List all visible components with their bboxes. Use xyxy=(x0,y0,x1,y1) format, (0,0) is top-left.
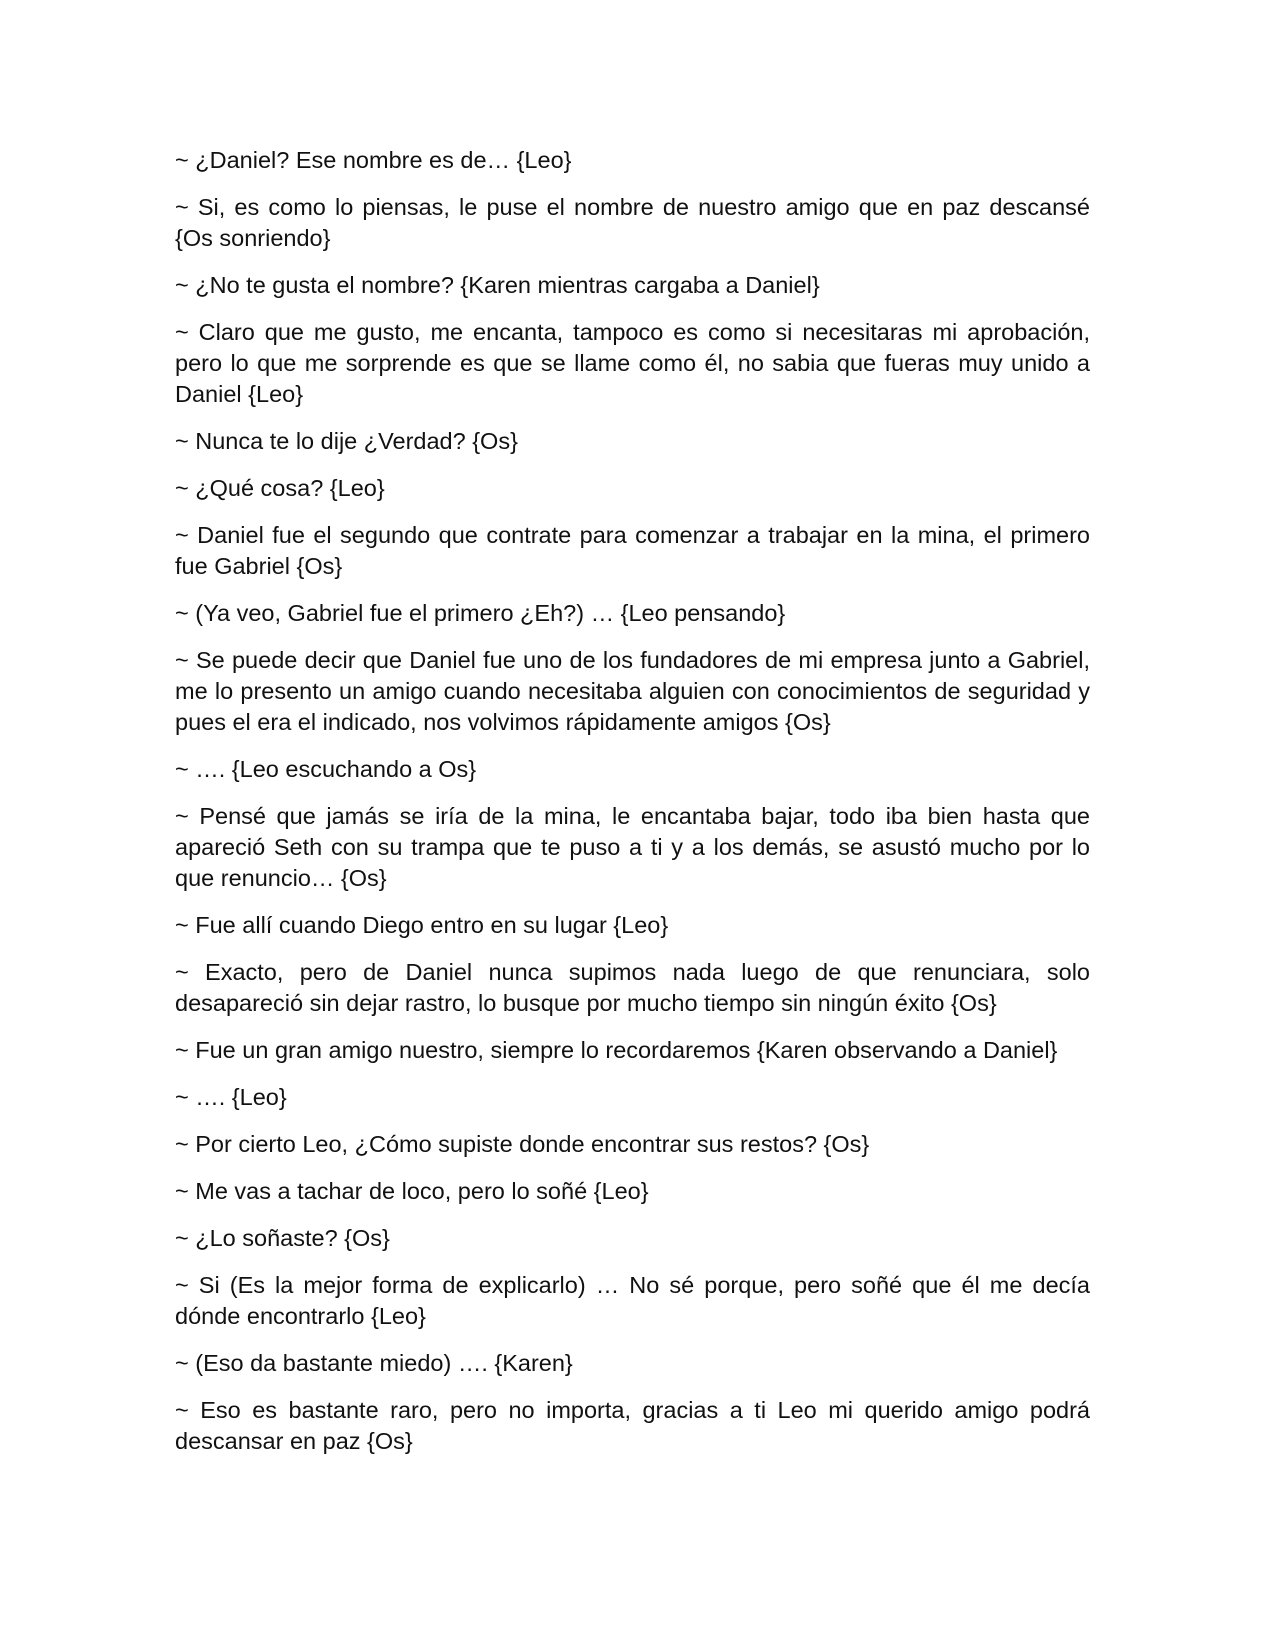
paragraph: ~ (Ya veo, Gabriel fue el primero ¿Eh?) … {Leo pensando} xyxy=(175,600,786,626)
paragraph: ~ Pensé que jamás se iría de la mina, le encantaba bajar, todo iba bien hasta que apareció Seth con su trampa que te puso a ti y a los demás, se asustó mucho por lo que renuncio… {Os} xyxy=(175,803,1090,891)
paragraph: ~ ¿No te gusta el nombre? {Karen mientras cargaba a Daniel} xyxy=(175,272,820,298)
paragraph: ~ Si, es como lo piensas, le puse el nombre de nuestro amigo que en paz descansé {Os sonriendo} xyxy=(175,194,1090,251)
paragraph: ~ Exacto, pero de Daniel nunca supimos nada luego de que renunciara, solo desapareció sin dejar rastro, lo busque por mucho tiempo sin ningún éxito {Os} xyxy=(175,959,1090,1016)
paragraph: ~ Eso es bastante raro, pero no importa, gracias a ti Leo mi querido amigo podrá descansar en paz {Os} xyxy=(175,1397,1090,1454)
paragraph: ~ Si (Es la mejor forma de explicarlo) … No sé porque, pero soñé que él me decía dónde encontrarlo {Leo} xyxy=(175,1272,1090,1329)
paragraph: ~ Nunca te lo dije ¿Verdad? {Os} xyxy=(175,428,518,454)
paragraph: ~ Fue allí cuando Diego entro en su lugar {Leo} xyxy=(175,912,669,938)
paragraph: ~ ¿Daniel? Ese nombre es de… {Leo} xyxy=(175,147,572,173)
paragraph: ~ Por cierto Leo, ¿Cómo supiste donde encontrar sus restos? {Os} xyxy=(175,1131,870,1157)
paragraph: ~ Claro que me gusto, me encanta, tampoco es como si necesitaras mi aprobación, pero lo que me sorprende es que se llame como él, no sabia que fueras muy unido a Daniel {Leo} xyxy=(175,319,1090,407)
paragraph: ~ Daniel fue el segundo que contrate para comenzar a trabajar en la mina, el primero fue Gabriel {Os} xyxy=(175,522,1090,579)
paragraph: ~ ¿Lo soñaste? {Os} xyxy=(175,1225,390,1251)
paragraph: ~ Se puede decir que Daniel fue uno de los fundadores de mi empresa junto a Gabriel, me lo presento un amigo cuando necesitaba alguien con conocimientos de seguridad y pues el era el indicado, nos volvimos rápidamente amigos {Os} xyxy=(175,647,1090,735)
paragraph: ~ (Eso da bastante miedo) …. {Karen} xyxy=(175,1350,573,1376)
paragraph: ~ Fue un gran amigo nuestro, siempre lo recordaremos {Karen observando a Daniel} xyxy=(175,1037,1058,1063)
paragraph: ~ Me vas a tachar de loco, pero lo soñé {Leo} xyxy=(175,1178,649,1204)
document-body xyxy=(175,145,1090,1473)
paragraph: ~ …. {Leo escuchando a Os} xyxy=(175,756,477,782)
paragraph: ~ ¿Qué cosa? {Leo} xyxy=(175,475,385,501)
paragraph: ~ …. {Leo} xyxy=(175,1084,287,1110)
